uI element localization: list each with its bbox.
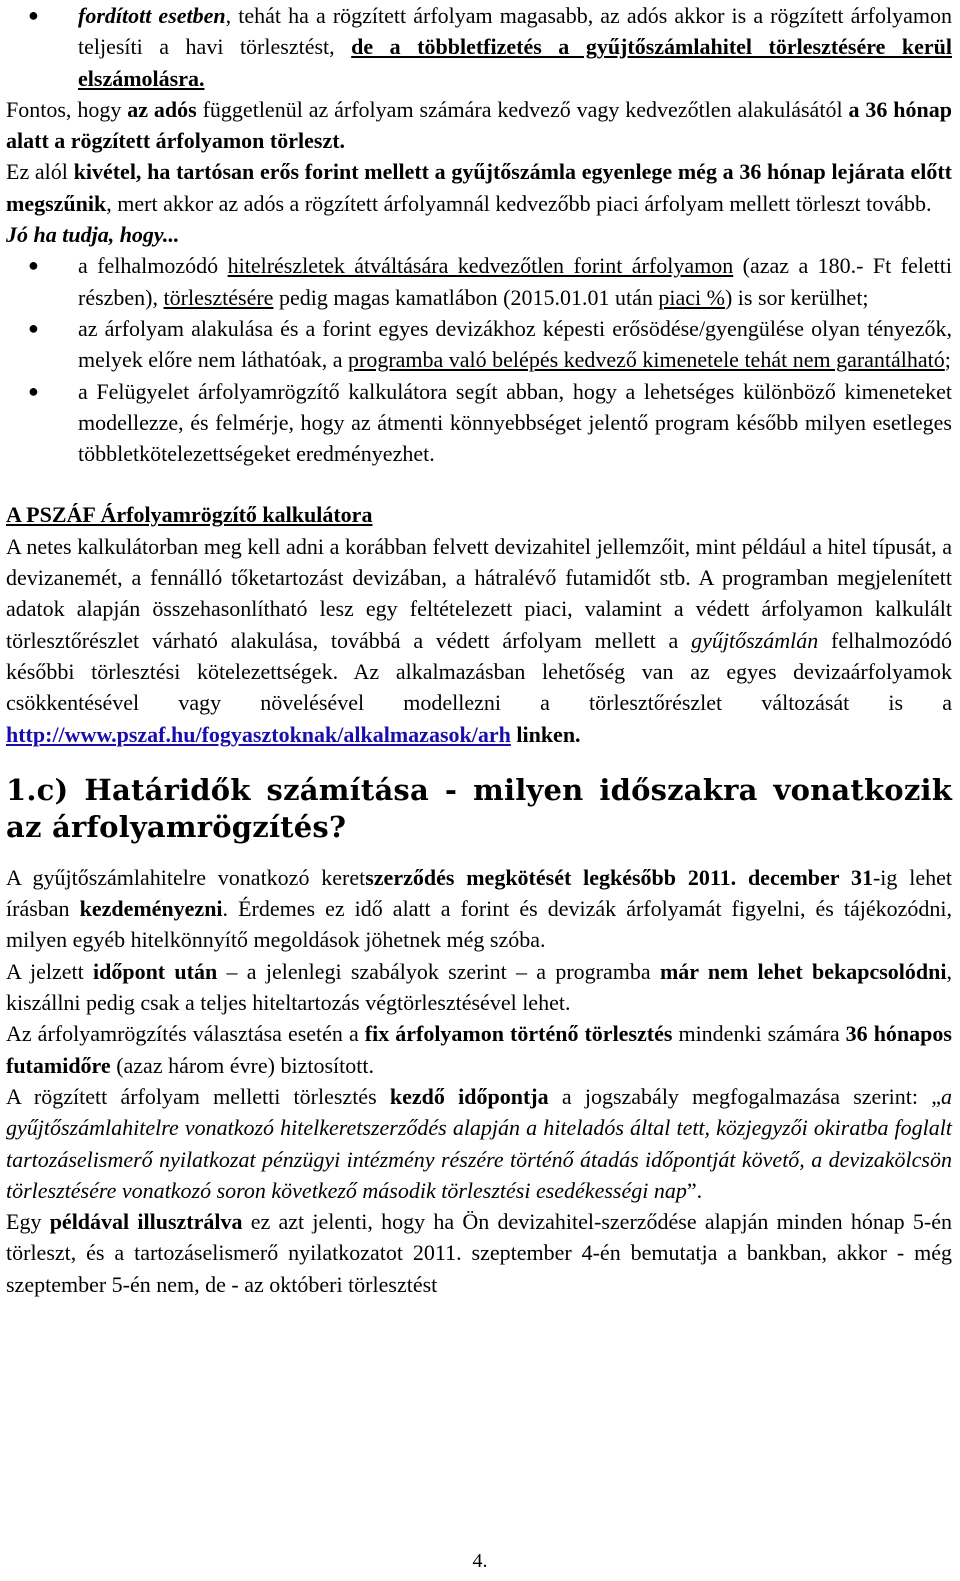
bullet-icon: ● [28, 255, 39, 276]
paragraph-fontos [6, 94, 952, 157]
text-run: gyűjtőszámlán [691, 627, 819, 653]
text-run: de a többletfizetés a gyűjtőszámlahitel törlesztésére kerül elszámolásra. [78, 34, 953, 91]
text-run: az árfolyam alakulása és a forint egyes devizákhoz képesti erősödése/gyengülése olyan tényezők, melyek előre nem láthatóak, a [78, 315, 952, 373]
paragraph-pelda [6, 1206, 952, 1300]
text-run: a gyűjtőszámlahitelre vonatkozó hitelkeretszerződés alapján a hiteladós által tett, közjegyzői okiratba foglalt tartozáselismerő nyilatkozat pénzügyi intézmény részére történő átadás időpontját követő, a devizakölcsön törlesztésére vonatkozó soron következő második törlesztési esedékességi nap [6, 1083, 952, 1203]
bullet-icon: ● [28, 5, 39, 25]
paragraph-kezdo-idopont [6, 1081, 952, 1206]
text-run: az adós [127, 96, 197, 122]
bullet-icon: ● [28, 317, 39, 338]
bullet-icon: ● [28, 380, 39, 401]
list-item [6, 250, 952, 313]
text-run: szerződés megkötését legkésőbb 2011. december 31 [365, 864, 873, 890]
text-run: függetlenül az árfolyam számára kedvező vagy kedvezőtlen alakulásától [196, 96, 849, 122]
bullet-list-mid [6, 250, 952, 469]
text-run: (azaz három évre) biztosított. [110, 1052, 374, 1078]
list-item [6, 0, 952, 94]
text-run: A gyűjtőszámlahitelre vonatkozó keret [6, 864, 366, 890]
text-run: – a jelenlegi szabályok szerint – a programba [217, 958, 660, 984]
text-run: A jelzett [6, 958, 93, 984]
paragraph-idopont [6, 956, 952, 1019]
text-run: a felhalmozódó [78, 253, 228, 279]
text-run: A rögzített árfolyam melletti törlesztés [6, 1083, 390, 1109]
list-item-text [78, 3, 952, 91]
section-title: A PSZÁF Árfolyamrögzítő kalkulátora [6, 502, 373, 528]
text-run: linken. [510, 721, 581, 747]
text-run: ) is sor kerülhet; [724, 284, 869, 310]
text-run: mindenki számára [672, 1021, 846, 1047]
text-run: a Felügyelet árfolyamrögzítő kalkulátora segít abban, hogy a lehetséges különböző kimeneteket modellezze, és felmérje, hogy az átmenti könnyebbséget jelentő program később milyen esetleges többletkötelezettségeket eredményezhet. [78, 378, 952, 467]
text-run: hitelrészletek átváltására kedvezőtlen forint árfolyamon [227, 253, 734, 279]
list-item-text [78, 316, 952, 372]
text-run: kezdő időpontja [389, 1083, 549, 1109]
list-item [6, 376, 952, 470]
text-run: fix árfolyamon történő törlesztés [364, 1021, 673, 1047]
text-run: ; [944, 347, 951, 373]
text-run: , tehát ha a rögzített árfolyam magasabb, az adós akkor is a rögzített árfolyamon teljesíti a havi törlesztést, [78, 3, 952, 60]
text-run: Ez alól [6, 159, 74, 185]
text-run: . Érdemes ez idő alatt a forint és devizák árfolyamát figyelni, és tájékozódni, milyen egyéb hitelkönnyítő megoldások jöhetnek még szóba. [6, 896, 952, 953]
text-run: példával illusztrálva [49, 1209, 243, 1235]
text-run: , kiszállni pedig csak a teljes hiteltartozás végtörlesztésével lehet. [6, 958, 952, 1016]
text-run: felhalmozódó későbbi törlesztési kötelezettségek. Az alkalmazásban lehetőség van az egyes devizaárfolyamok csökkentésével vagy növelésével modellezni a törlesztőrészlet változását is a [6, 627, 952, 716]
paragraph-kalkulator [6, 531, 952, 750]
text-run: a 36 hónap alatt a rögzített árfolyamon törleszt. [6, 96, 952, 154]
text-run: pedig magas kamatlábon (2015.01.01 után [273, 284, 659, 310]
paragraph-fix-arfolyam [6, 1018, 952, 1081]
page-number: 4. [472, 1550, 488, 1572]
text-run: -ig lehet írásban [6, 864, 952, 922]
text-run: törlesztésére [163, 284, 274, 310]
text-run: ”. [686, 1177, 703, 1203]
heading-hataridok: 1.c) Határidők számítása - milyen időszakra vonatkozik az árfolyamrögzítés? [6, 772, 952, 844]
text-run: időpont után [92, 958, 218, 984]
pszaf-link[interactable]: http://www.pszaf.hu/fogyasztoknak/alkalmazasok/arh [6, 721, 511, 747]
text-run: A netes kalkulátorban meg kell adni a korábban felvett devizahitel jellemzőit, mint például a hitel típusát, a devizanemét, a fennálló tőketartozást devizában, a hátralévő futamidőt stb. A programban megjelenített adatok alapján összehasonlítható lesz egy feltételezett piaci, valamint a védett árfolyamon kalkulált törlesztőrészlet várható alakulása, továbbá a védett árfolyam mellett a [6, 533, 952, 653]
list-item-text [78, 253, 952, 309]
text-run: ez azt jelenti, hogy ha Ön devizahitel-szerződése alapján minden hónap 5-én törleszt, és a tartozáselismerő nyilatkozatot 2011. szeptember 4-én bemutatja a bankban, akkor - még szeptember 5-én nem, de - az októberi törlesztést [6, 1209, 952, 1297]
text-run: kivétel, ha tartósan erős forint mellett a gyűjtőszámla egyenlege még a 36 hónap lejárata előtt megszűnik [6, 159, 952, 216]
text-run: (azaz a 180.- Ft feletti részben), [78, 253, 952, 310]
text-run: Az árfolyamrögzítés választása esetén a [6, 1021, 365, 1047]
text-run: , mert akkor az adós a rögzített árfolyamnál kedvezőbb piaci árfolyam mellett törleszt tovább. [106, 190, 932, 216]
list-item-text [78, 379, 952, 467]
text-run: kezdeményezni [79, 896, 223, 922]
text-run: Fontos, hogy [6, 96, 128, 122]
paragraph-szerzodes [6, 862, 952, 956]
paragraph-kivetel [6, 156, 952, 219]
document-page [6, 0, 952, 1300]
text-run: piaci % [658, 284, 725, 310]
text-run: fordított esetben [78, 3, 226, 28]
text-run: a jogszabály megfogalmazása szerint: „ [548, 1083, 941, 1109]
text-run: 36 hónapos futamidőre [6, 1021, 952, 1078]
text-run: programba való belépés kedvező kimenetele tehát nem garantálható [348, 347, 945, 373]
text-run: Egy [6, 1209, 50, 1235]
jo-ha-tudja-heading: Jó ha tudja, hogy... [6, 222, 180, 248]
list-item [6, 313, 952, 376]
text-run: már nem lehet bekapcsolódni [659, 958, 947, 984]
bullet-list-top [6, 0, 952, 94]
